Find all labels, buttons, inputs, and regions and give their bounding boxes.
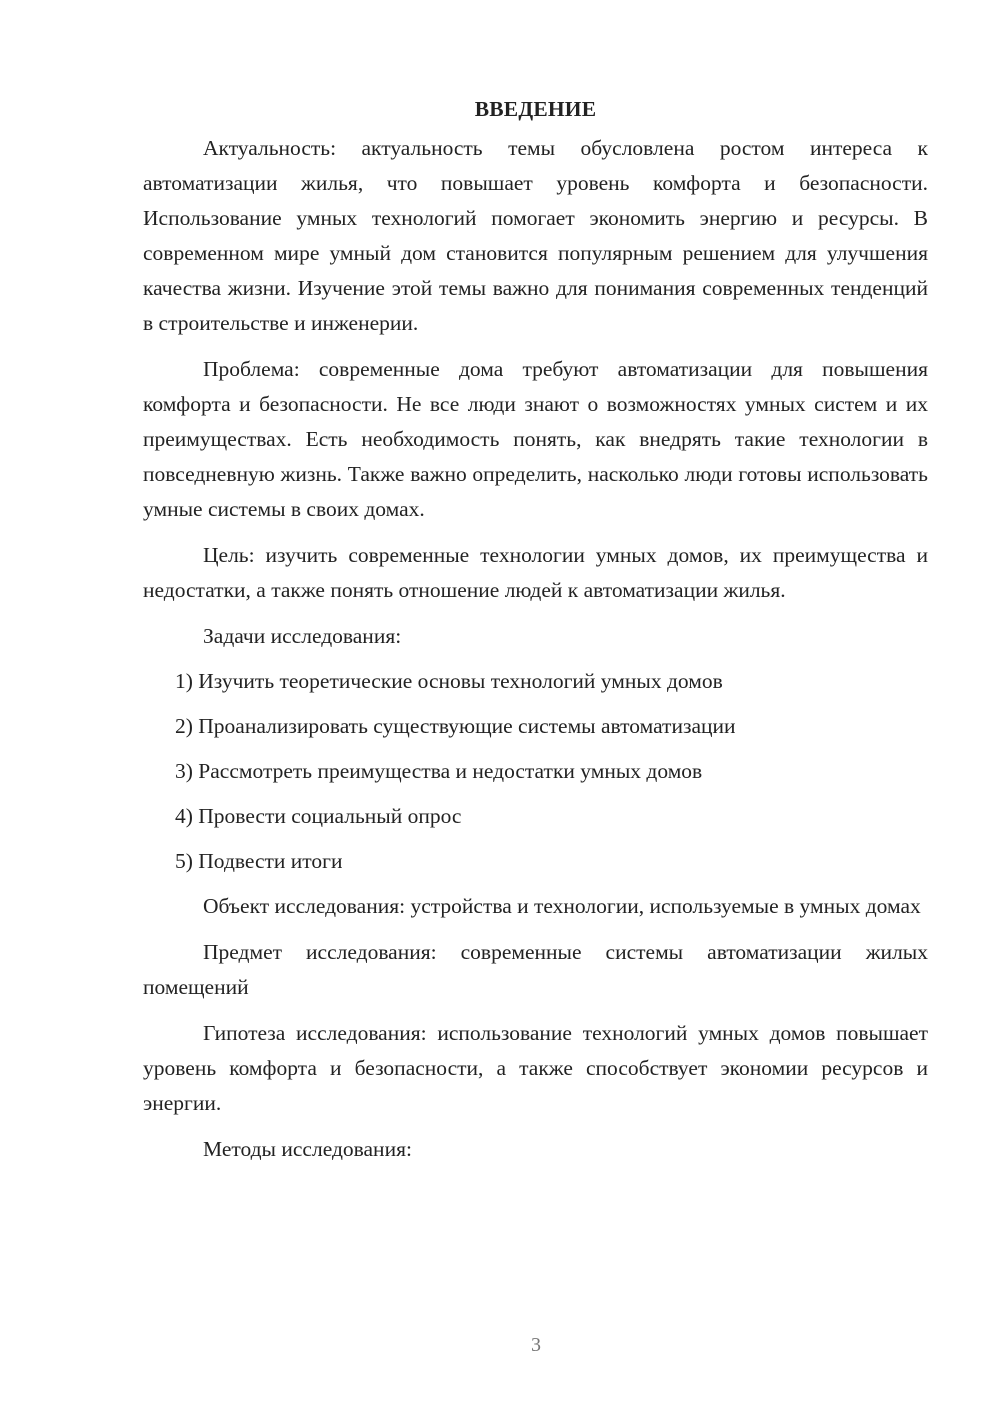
problem-paragraph: Проблема: современные дома требуют автоматизации для повышения комфорта и безопасности. Не все люди знают о возможностях умных систем и их преимуществах. Есть необходимость понять, как внедрять такие технологии в повседневную жизнь. Также важно определить, насколько люди готовы использовать умные системы в своих домах. bbox=[143, 357, 928, 521]
task-item-5: 5) Подвести итоги bbox=[175, 849, 343, 873]
section-title: ВВЕДЕНИЕ bbox=[474, 97, 597, 121]
page-content bbox=[143, 92, 928, 1167]
task-list bbox=[143, 664, 928, 879]
page-number: 3 bbox=[531, 1334, 541, 1356]
task-item-2: 2) Проанализировать существующие системы автоматизации bbox=[175, 714, 736, 738]
hypothesis-paragraph: Гипотеза исследования: использование технологий умных домов повышает уровень комфорта и безопасности, а также способствует экономии ресурсов и энергии. bbox=[143, 1021, 928, 1115]
task-item-1: 1) Изучить теоретические основы технологий умных домов bbox=[175, 669, 723, 693]
task-item-4: 4) Провести социальный опрос bbox=[175, 804, 462, 828]
task-item-3: 3) Рассмотреть преимущества и недостатки умных домов bbox=[175, 759, 703, 783]
subject-paragraph: Предмет исследования: современные системы автоматизации жилых помещений bbox=[143, 940, 928, 999]
methods-heading: Методы исследования: bbox=[203, 1137, 412, 1161]
object-paragraph: Объект исследования: устройства и технологии, используемые в умных домах bbox=[203, 894, 921, 918]
goal-paragraph: Цель: изучить современные технологии умных домов, их преимущества и недостатки, а также понять отношение людей к автоматизации жилья. bbox=[143, 543, 928, 602]
relevance-paragraph: Актуальность: актуальность темы обусловлена ростом интереса к автоматизации жилья, что повышает уровень комфорта и безопасности. Использование умных технологий помогает экономить энергию и ресурсы. В современном мире умный дом становится популярным решением для улучшения качества жизни. Изучение этой темы важно для понимания современных тенденций в строительстве и инженерии. bbox=[143, 136, 928, 335]
tasks-heading: Задачи исследования: bbox=[203, 624, 402, 648]
